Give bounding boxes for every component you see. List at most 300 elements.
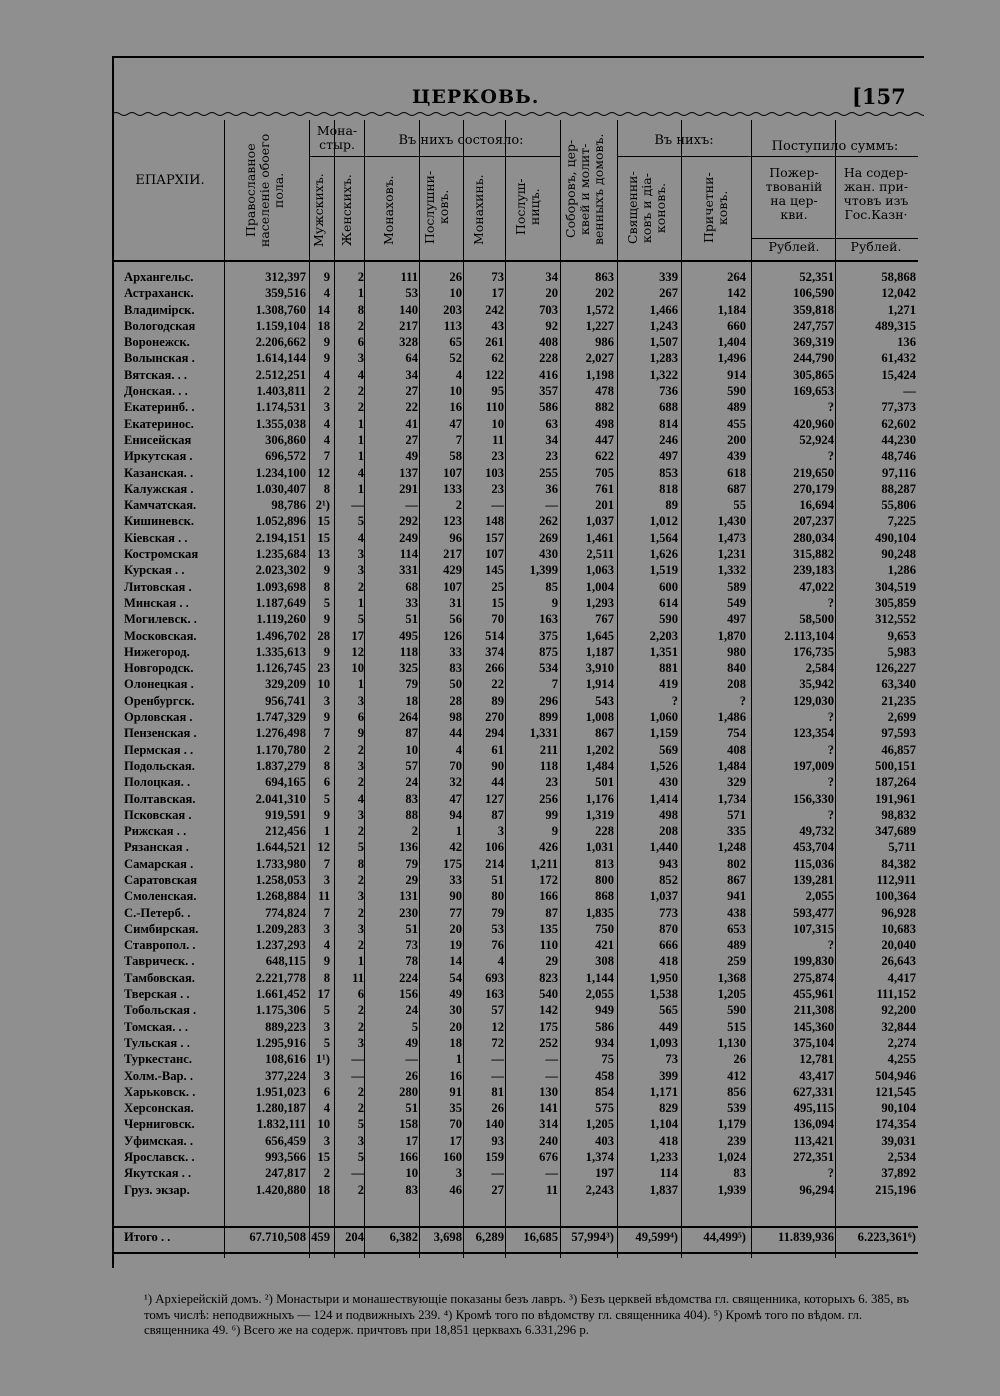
table-row — [114, 432, 918, 448]
table-row — [114, 791, 918, 807]
header-among-them: Въ нихъ: — [654, 133, 714, 148]
cell-eparchy-name: Харьковск. . — [124, 1084, 196, 1099]
cell-monks: 33 — [405, 595, 418, 610]
cell-churches: 863 — [595, 270, 614, 284]
cell-nuns: — — [491, 1166, 504, 1181]
cell-monks: 17 — [405, 1133, 418, 1148]
cell-novices-male: 133 — [443, 481, 462, 496]
cell-maintenance: 5,711 — [888, 840, 916, 855]
cell-female-monasteries: 2 — [357, 400, 364, 415]
cell-maintenance: 15,424 — [881, 367, 916, 382]
cell-nuns: 4 — [497, 954, 504, 969]
cell-male-monasteries: 15 — [317, 1150, 330, 1165]
cell-clerics: 1,870 — [717, 628, 746, 643]
cell-population: 247,817 — [265, 1166, 306, 1181]
cell-population: 696,572 — [265, 449, 306, 464]
cell-novices-female: — — [545, 1068, 558, 1083]
cell-monks: 83 — [405, 1182, 418, 1197]
cell-clergy: 1,950 — [649, 970, 678, 985]
cell-novices-male: 18 — [449, 1035, 462, 1050]
cell-clergy: 829 — [659, 1101, 678, 1116]
total-maintenance: 6.223,361⁶) — [857, 1230, 916, 1244]
cell-novices-female: 9 — [551, 595, 558, 610]
cell-eparchy-name: Волынская . — [124, 351, 195, 366]
cell-population: 656,459 — [265, 1133, 306, 1148]
cell-churches: 1,572 — [585, 302, 614, 317]
cell-maintenance: 304,519 — [875, 579, 916, 594]
cell-donations: ? — [827, 710, 834, 725]
cell-clerics: 408 — [727, 742, 746, 757]
cell-donations: 211,308 — [793, 1003, 834, 1018]
cell-churches: 586 — [595, 1019, 614, 1034]
cell-nuns: 76 — [491, 938, 504, 953]
cell-donations: 593,477 — [793, 905, 834, 920]
cell-clergy: 339 — [659, 270, 678, 284]
cell-donations: 52,924 — [799, 432, 834, 447]
cell-monks: 118 — [399, 644, 418, 659]
cell-maintenance: 9,653 — [887, 628, 916, 643]
cell-clerics: 1,734 — [717, 791, 746, 806]
table-row — [114, 334, 918, 350]
cell-female-monasteries: 5 — [357, 840, 364, 855]
cell-donations: 359,818 — [793, 302, 834, 317]
cell-nuns: 57 — [491, 1003, 504, 1018]
cell-male-monasteries: 3 — [323, 872, 330, 887]
cell-clerics: 489 — [727, 938, 746, 953]
table-row — [114, 399, 918, 415]
cell-churches: 1,176 — [585, 791, 614, 806]
table-row — [114, 888, 918, 904]
header-novices-female: Послуш- ницъ. — [513, 178, 542, 236]
cell-nuns: 294 — [485, 726, 504, 741]
cell-population: 1.355,038 — [255, 416, 306, 431]
cell-male-monasteries: 1 — [323, 824, 330, 839]
cell-novices-female: 163 — [539, 612, 558, 627]
cell-churches: 1,374 — [585, 1150, 614, 1165]
cell-eparchy-name: Смоленская. — [124, 889, 197, 904]
cell-eparchy-name: Орловская . — [124, 710, 193, 725]
cell-clergy: 1,538 — [649, 987, 678, 1002]
cell-nuns: 242 — [485, 302, 504, 317]
cell-male-monasteries: 4 — [323, 1101, 330, 1116]
cell-monks: 114 — [399, 547, 418, 562]
cell-monks: 27 — [405, 432, 418, 447]
cell-novices-female: 211 — [539, 742, 558, 757]
cell-novices-female: 540 — [539, 987, 558, 1002]
table-row — [114, 953, 918, 969]
table-row — [114, 383, 918, 399]
cell-novices-male: 33 — [449, 644, 462, 659]
cell-male-monasteries: 6 — [323, 1084, 330, 1099]
cell-monks: 49 — [405, 1035, 418, 1050]
cell-monks: 79 — [405, 856, 418, 871]
cell-population: 1.170,780 — [255, 742, 306, 757]
cell-churches: 705 — [595, 465, 614, 480]
cell-donations: 455,961 — [793, 987, 834, 1002]
cell-female-monasteries: 4 — [357, 465, 364, 480]
cell-monks: 87 — [405, 726, 418, 741]
table-row — [114, 807, 918, 823]
cell-maintenance: 21,235 — [881, 693, 916, 708]
cell-population: 1.276,498 — [255, 726, 306, 741]
cell-novices-female: 34 — [545, 432, 558, 447]
cell-population: 694,165 — [265, 775, 306, 790]
cell-novices-male: 96 — [449, 530, 462, 545]
cell-nuns: 10 — [491, 416, 504, 431]
table-row — [114, 872, 918, 888]
page-number: [157 — [852, 84, 906, 109]
cell-clergy: 399 — [659, 1068, 678, 1083]
total-clergy: 49,599⁴) — [635, 1230, 678, 1244]
cell-eparchy-name: Камчатская. — [124, 498, 197, 513]
cell-clergy: 814 — [659, 416, 678, 431]
cell-maintenance: 489,315 — [875, 318, 916, 333]
cell-donations: 156,330 — [793, 791, 834, 806]
cell-male-monasteries: 10 — [317, 677, 330, 692]
header-female: Женскихъ. — [339, 174, 354, 246]
cell-clergy: 73 — [665, 1052, 678, 1067]
cell-female-monasteries: 2 — [357, 742, 364, 757]
cell-clerics: 55 — [733, 498, 746, 513]
cell-male-monasteries: 15 — [317, 514, 330, 529]
cell-nuns: 79 — [491, 905, 504, 920]
cell-nuns: 374 — [485, 644, 504, 659]
cell-donations: 58,500 — [799, 612, 834, 627]
cell-monks: 64 — [405, 351, 418, 366]
cell-nuns: 107 — [485, 547, 504, 562]
cell-churches: 800 — [595, 872, 614, 887]
cell-monks: 10 — [405, 1166, 418, 1181]
cell-female-monasteries: 2 — [357, 775, 364, 790]
cell-nuns: 22 — [491, 677, 504, 692]
table-row — [114, 693, 918, 709]
table-row — [114, 709, 918, 725]
header-maintenance: На содер- жан. при- чтовъ изъ Гос.Казн· — [843, 165, 909, 222]
cell-population: 1.052,896 — [255, 514, 306, 529]
cell-male-monasteries: 4 — [323, 938, 330, 953]
cell-nuns: 122 — [485, 367, 504, 382]
cell-female-monasteries: 2 — [357, 579, 364, 594]
cell-donations: 244,790 — [793, 351, 834, 366]
cell-eparchy-name: Астраханск. — [124, 286, 194, 301]
cell-population: 1.951,023 — [255, 1084, 306, 1099]
cell-population: 1.258,053 — [255, 872, 306, 887]
cell-churches: 308 — [595, 954, 614, 969]
cell-novices-male: 77 — [449, 905, 462, 920]
cell-male-monasteries: 7 — [323, 449, 330, 464]
cell-novices-male: 50 — [449, 677, 462, 692]
cell-clerics: 549 — [727, 595, 746, 610]
cell-clerics: 208 — [727, 677, 746, 692]
cell-population: 993,566 — [265, 1150, 306, 1165]
cell-donations: ? — [827, 742, 834, 757]
cell-nuns: 270 — [485, 710, 504, 725]
cell-novices-female: 1,331 — [529, 726, 558, 741]
cell-maintenance: 215,196 — [875, 1182, 916, 1197]
cell-clergy: 1,564 — [649, 530, 678, 545]
cell-clerics: 590 — [727, 384, 746, 399]
cell-donations: ? — [827, 595, 834, 610]
cell-novices-male: 16 — [449, 1068, 462, 1083]
cell-eparchy-name: Псковская . — [124, 807, 192, 822]
cell-donations: 270,179 — [793, 481, 834, 496]
cell-clergy: 1,322 — [649, 367, 678, 382]
cell-clerics: 142 — [727, 286, 746, 301]
cell-donations: 375,104 — [793, 1035, 834, 1050]
cell-novices-male: 91 — [449, 1084, 462, 1099]
cell-eparchy-name: Архангельс. — [124, 270, 194, 284]
header-churches: Соборовъ, цер- квей и молит- венныхъ домовъ. — [563, 133, 606, 245]
table-row — [114, 921, 918, 937]
cell-nuns: 148 — [485, 514, 504, 529]
cell-clerics: 941 — [727, 889, 746, 904]
cell-donations: 2,584 — [805, 661, 834, 676]
cell-female-monasteries: — — [351, 1068, 364, 1083]
header-population: Православное населеніе обоего пола. — [243, 133, 286, 247]
cell-churches: 1,293 — [585, 595, 614, 610]
cell-nuns: 266 — [485, 661, 504, 676]
cell-clerics: 200 — [727, 432, 746, 447]
total-donations: 11.839,936 — [778, 1230, 834, 1244]
cell-donations: 136,094 — [793, 1117, 834, 1132]
cell-novices-male: 26 — [449, 270, 462, 284]
cell-male-monasteries: 2 — [323, 742, 330, 757]
cell-nuns: 163 — [485, 987, 504, 1002]
cell-nuns: 27 — [491, 1182, 504, 1197]
cell-eparchy-name: Рижская . . — [124, 824, 187, 839]
cell-novices-female: 586 — [539, 400, 558, 415]
cell-male-monasteries: 8 — [323, 481, 330, 496]
cell-novices-male: 56 — [449, 612, 462, 627]
cell-clergy: 870 — [659, 921, 678, 936]
cell-churches: 3,910 — [585, 661, 614, 676]
cell-population: 306,860 — [265, 432, 306, 447]
cell-monks: 137 — [399, 465, 418, 480]
cell-churches: 1,198 — [585, 367, 614, 382]
cell-clergy: 1,507 — [649, 335, 678, 350]
cell-maintenance: 77,373 — [881, 400, 916, 415]
cell-female-monasteries: 11 — [352, 970, 364, 985]
cell-clerics: 26 — [733, 1052, 746, 1067]
cell-novices-male: 429 — [443, 563, 462, 578]
cell-nuns: 72 — [491, 1035, 504, 1050]
cell-population: 1.747,329 — [255, 710, 306, 725]
cell-nuns: 61 — [491, 742, 504, 757]
cell-clerics: 489 — [727, 400, 746, 415]
table-row — [114, 856, 918, 872]
cell-female-monasteries: 8 — [357, 856, 364, 871]
cell-nuns: 87 — [491, 807, 504, 822]
table-row — [114, 367, 918, 383]
cell-population: 377,224 — [265, 1068, 306, 1083]
cell-eparchy-name: Груз. экзар. — [124, 1182, 190, 1197]
cell-donations: 2.113,104 — [784, 628, 834, 643]
cell-churches: 447 — [595, 432, 614, 447]
cell-male-monasteries: 28 — [317, 628, 330, 643]
cell-population: 2.512,251 — [255, 367, 306, 382]
cell-male-monasteries: 3 — [323, 693, 330, 708]
cell-maintenance: 90,248 — [881, 547, 916, 562]
cell-clerics: 412 — [727, 1068, 746, 1083]
cell-clerics: 1,484 — [717, 758, 746, 773]
cell-monks: 29 — [405, 872, 418, 887]
cell-male-monasteries: 7 — [323, 905, 330, 920]
cell-churches: 202 — [595, 286, 614, 301]
cell-female-monasteries: 3 — [357, 563, 364, 578]
cell-male-monasteries: 9 — [323, 612, 330, 627]
cell-donations: 107,315 — [793, 921, 834, 936]
cell-churches: 228 — [595, 824, 614, 839]
cell-donations: 239,183 — [793, 563, 834, 578]
cell-population: 1.420,880 — [255, 1182, 306, 1197]
cell-nuns: 693 — [485, 970, 504, 985]
footnotes — [144, 1292, 922, 1339]
cell-clergy: 1,060 — [649, 710, 678, 725]
cell-monks: 140 — [399, 302, 418, 317]
cell-eparchy-name: Рязанская . — [124, 840, 189, 855]
table-row — [114, 1182, 918, 1198]
cell-male-monasteries: 4 — [323, 286, 330, 301]
cell-female-monasteries: 2 — [357, 1182, 364, 1197]
cell-novices-female: 99 — [545, 807, 558, 822]
cell-churches: 1,205 — [585, 1117, 614, 1132]
cell-nuns: 51 — [491, 872, 504, 887]
cell-female-monasteries: 1 — [357, 416, 364, 431]
cell-nuns: 81 — [491, 1084, 504, 1099]
cell-churches: 543 — [595, 693, 614, 708]
cell-monks: 325 — [399, 661, 418, 676]
cell-novices-male: 14 — [449, 954, 462, 969]
cell-novices-male: 107 — [443, 465, 462, 480]
cell-male-monasteries: 9 — [323, 351, 330, 366]
cell-clerics: 1,496 — [717, 351, 746, 366]
header-clergy: Священни- ковъ и діа- коновъ. — [625, 171, 668, 245]
cell-novices-female: 29 — [545, 954, 558, 969]
cell-novices-male: 33 — [449, 872, 462, 887]
cell-eparchy-name: Тульская . . — [124, 1035, 190, 1050]
cell-population: 1.335,613 — [255, 644, 306, 659]
cell-maintenance: 4,417 — [887, 970, 916, 985]
cell-clerics: 914 — [727, 367, 746, 382]
cell-eparchy-name: Енисейская — [124, 432, 192, 447]
cell-clerics: 515 — [727, 1019, 746, 1034]
cell-novices-male: 35 — [449, 1101, 462, 1116]
cell-clerics: 754 — [727, 726, 746, 741]
total-novices-female: 16,685 — [523, 1230, 558, 1244]
header-nuns: Монахинь. — [471, 174, 486, 246]
cell-churches: 201 — [595, 498, 614, 513]
cell-churches: 421 — [595, 938, 614, 953]
cell-clerics: 1,473 — [717, 530, 746, 545]
cell-maintenance: 63,340 — [881, 677, 916, 692]
cell-novices-male: 10 — [449, 286, 462, 301]
cell-population: 1.268,884 — [255, 889, 306, 904]
cell-population: 1.093,698 — [255, 579, 306, 594]
cell-nuns: 12 — [491, 1019, 504, 1034]
cell-clerics: 590 — [727, 1003, 746, 1018]
cell-monks: 131 — [399, 889, 418, 904]
cell-clerics: ? — [739, 693, 746, 708]
cell-clergy: 600 — [659, 579, 678, 594]
cell-clergy: 852 — [659, 872, 678, 887]
cell-monks: 158 — [399, 1117, 418, 1132]
cell-clergy: 418 — [659, 1133, 678, 1148]
cell-eparchy-name: Таврическ. . — [124, 954, 195, 969]
table-row — [114, 774, 918, 790]
cell-nuns: 145 — [485, 563, 504, 578]
cell-male-monasteries: 5 — [323, 1035, 330, 1050]
table-row — [114, 285, 918, 301]
cell-male-monasteries: 5 — [323, 1003, 330, 1018]
cell-monks: 51 — [405, 612, 418, 627]
cell-population: 2.194,151 — [255, 530, 306, 545]
table-row — [114, 1100, 918, 1116]
cell-male-monasteries: 2 — [323, 1166, 330, 1181]
cell-churches: 622 — [595, 449, 614, 464]
cell-eparchy-name: С.-Петерб. . — [124, 905, 191, 920]
cell-donations: 129,030 — [793, 693, 834, 708]
cell-population: 1.235,684 — [255, 547, 306, 562]
cell-eparchy-name: Нижегород. — [124, 644, 190, 659]
cell-churches: 867 — [595, 726, 614, 741]
cell-female-monasteries: 12 — [351, 644, 364, 659]
cell-female-monasteries: 3 — [357, 693, 364, 708]
cell-population: 774,824 — [265, 905, 306, 920]
cell-donations: 420,960 — [793, 416, 834, 431]
cell-clergy: 736 — [659, 384, 678, 399]
table-row — [114, 970, 918, 986]
cell-nuns: 62 — [491, 351, 504, 366]
cell-nuns: 159 — [485, 1150, 504, 1165]
cell-donations: 272,351 — [793, 1150, 834, 1165]
cell-clergy: 430 — [659, 775, 678, 790]
cell-novices-male: 4 — [455, 742, 462, 757]
header-donations: Пожер- твованій на цер- кви. — [765, 165, 823, 222]
cell-clerics: 687 — [727, 481, 746, 496]
cell-clerics: 259 — [727, 954, 746, 969]
cell-eparchy-name: Черниговск. — [124, 1117, 195, 1132]
cell-eparchy-name: Симбирская. — [124, 921, 199, 936]
cell-female-monasteries: 2 — [357, 270, 364, 284]
table-row — [114, 1068, 918, 1084]
cell-eparchy-name: Вологодская — [124, 318, 196, 333]
table-row — [114, 1116, 918, 1132]
cell-maintenance: 96,928 — [881, 905, 916, 920]
cell-donations: 247,757 — [793, 318, 834, 333]
cell-donations: ? — [827, 449, 834, 464]
cell-female-monasteries: 2 — [357, 1019, 364, 1034]
cell-eparchy-name: Олонецкая . — [124, 677, 194, 692]
cell-maintenance: 32,844 — [881, 1019, 916, 1034]
cell-donations: 495,115 — [793, 1101, 834, 1116]
cell-male-monasteries: 9 — [323, 807, 330, 822]
cell-maintenance: 61,432 — [881, 351, 916, 366]
cell-maintenance: 37,892 — [881, 1166, 916, 1181]
cell-donations: 52,351 — [799, 270, 834, 284]
cell-maintenance: 46,857 — [881, 742, 916, 757]
cell-monks: 264 — [399, 710, 418, 725]
table-row — [114, 986, 918, 1002]
cell-monks: 68 — [405, 579, 418, 594]
cell-novices-female: 135 — [539, 921, 558, 936]
table-row — [114, 595, 918, 611]
cell-population: 1.837,279 — [255, 758, 306, 773]
cell-novices-male: 70 — [449, 1117, 462, 1132]
cell-maintenance: 136 — [897, 335, 916, 350]
table-row — [114, 350, 918, 366]
cell-novices-female: — — [545, 1052, 558, 1067]
cell-novices-male: 160 — [443, 1150, 462, 1165]
